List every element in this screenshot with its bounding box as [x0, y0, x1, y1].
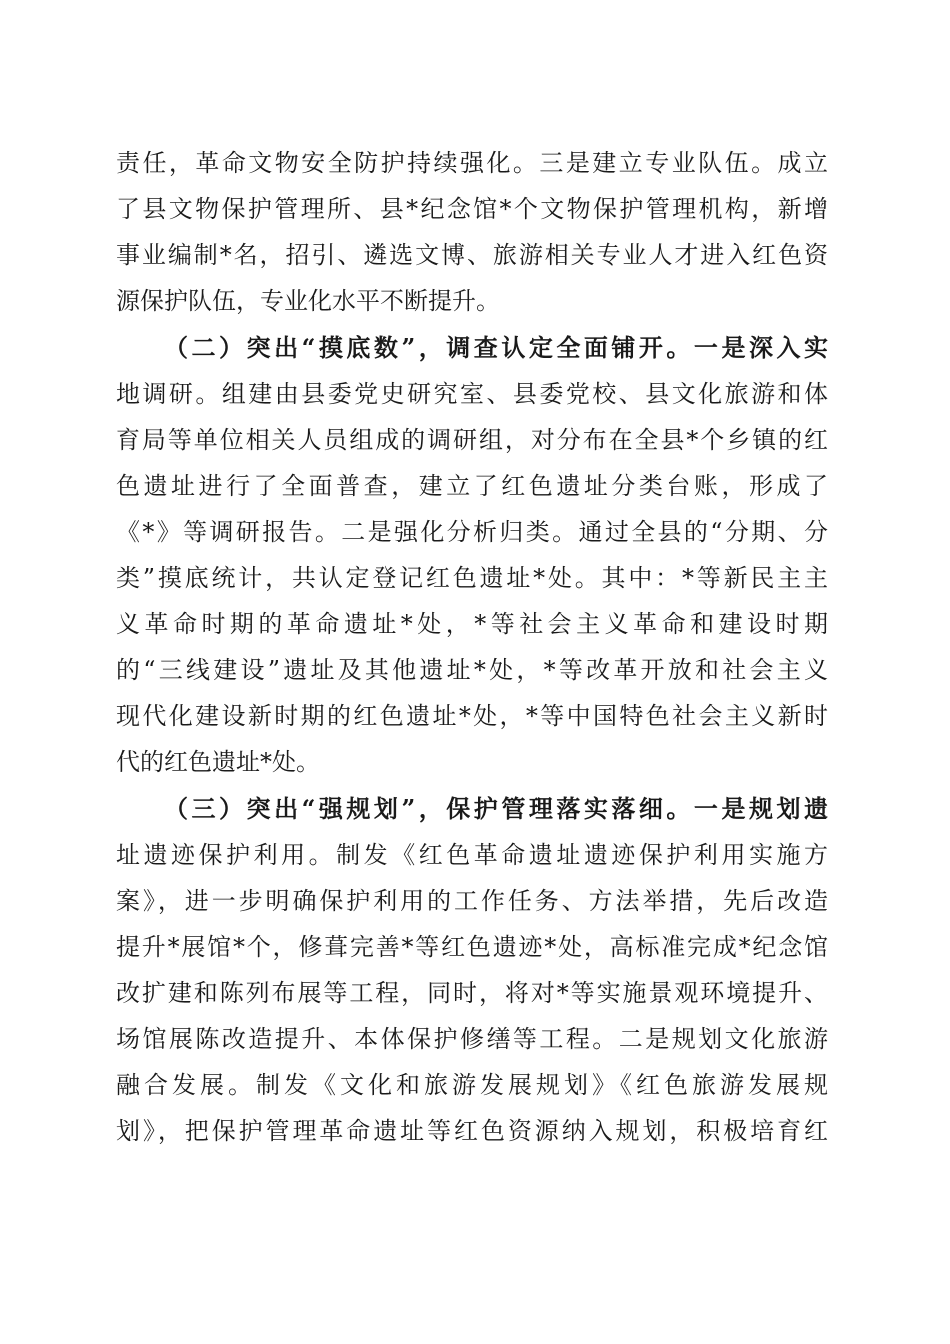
section-heading-line: （二）突出“摸底数”，调查认定全面铺开。一是深入实 [164, 333, 828, 362]
text-line: 场馆展陈改造提升、本体保护修缮等工程。二是规划文化旅游 [116, 1025, 828, 1053]
text-line: 改扩建和陈列布展等工程，同时，将对*等实施景观环境提升、 [116, 979, 828, 1007]
text-line: 的“三线建设”遗址及其他遗址*处，*等改革开放和社会主义 [116, 656, 828, 684]
text-line: 案》，进一步明确保护利用的工作任务、方法举措，先后改造 [116, 887, 828, 915]
text-line: 划》，把保护管理革命遗址等红色资源纳入规划，积极培育红 [116, 1117, 828, 1145]
text-line: 育局等单位相关人员组成的调研组，对分布在全县*个乡镇的红 [116, 426, 828, 454]
section-heading-line: （三）突出“强规划”，保护管理落实落细。一是规划遗 [164, 794, 828, 823]
text-line: 地调研。组建由县委党史研究室、县委党校、县文化旅游和体 [116, 380, 828, 408]
text-line: 源保护队伍，专业化水平不断提升。 [116, 287, 500, 315]
text-line: 现代化建设新时期的红色遗址*处，*等中国特色社会主义新时 [116, 702, 828, 730]
text-line: 了县文物保护管理所、县*纪念馆*个文物保护管理机构，新增 [116, 195, 828, 223]
text-line: 事业编制*名，招引、遴选文博、旅游相关专业人才进入红色资 [116, 241, 828, 269]
text-line: 色遗址进行了全面普查，建立了红色遗址分类台账，形成了 [116, 472, 828, 500]
text-line: 责任，革命文物安全防护持续强化。三是建立专业队伍。成立 [116, 149, 828, 177]
text-line: 融合发展。制发《文化和旅游发展规划》《红色旅游发展规 [116, 1071, 828, 1099]
text-line: 《*》等调研报告。二是强化分析归类。通过全县的“分期、分 [116, 518, 828, 546]
text-line: 代的红色遗址*处。 [116, 748, 320, 776]
text-line: 类”摸底统计，共认定登记红色遗址*处。其中：*等新民主主 [116, 564, 828, 592]
text-line: 提升*展馆*个，修葺完善*等红色遗迹*处，高标准完成*纪念馆 [116, 933, 828, 961]
text-line: 义革命时期的革命遗址*处，*等社会主义革命和建设时期 [116, 610, 828, 638]
text-line: 址遗迹保护利用。制发《红色革命遗址遗迹保护利用实施方 [116, 841, 828, 869]
